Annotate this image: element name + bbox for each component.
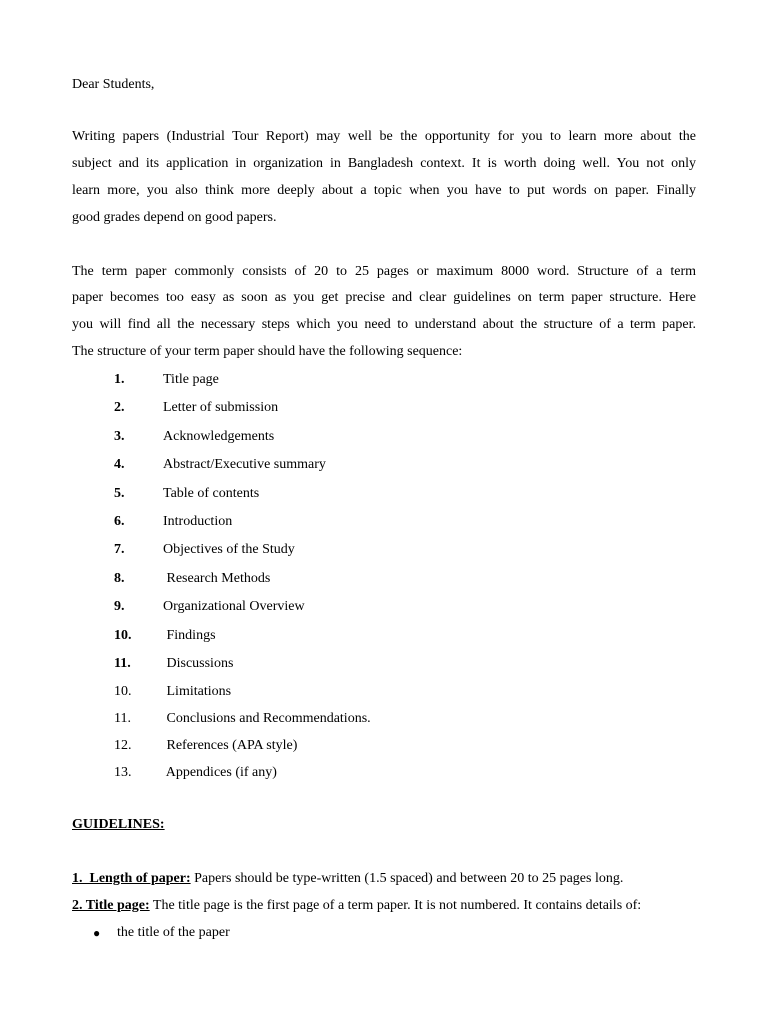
intro-line: subject and its application in organization in Bangladesh context. It is worth doing well. You not only: [72, 156, 696, 171]
guideline-title-page: [72, 897, 641, 915]
list-item-label: Findings: [163, 628, 216, 643]
list-item-number: 11.: [114, 711, 131, 726]
list-item-number: 13.: [114, 765, 132, 780]
bullet-item: the title of the paper: [117, 925, 230, 940]
list-item-number: 12.: [114, 738, 132, 753]
list-item-number: 6.: [114, 514, 125, 529]
list-item-number: 4.: [114, 457, 125, 472]
list-item-label: Acknowledgements: [163, 429, 275, 444]
guideline-title-page-label: 2. Title page:: [72, 898, 150, 913]
list-item-label: Limitations: [163, 684, 232, 699]
list-item-number: 10.: [114, 684, 132, 699]
list-item-number: 8.: [114, 571, 125, 586]
list-item-label: Research Methods: [163, 571, 271, 586]
list-item-label: Organizational Overview: [163, 599, 305, 614]
guideline-length: [72, 870, 623, 888]
list-item-number: 11.: [114, 656, 131, 671]
list-item-label: Letter of submission: [163, 400, 279, 415]
guideline-length-label: 1. Length of paper:: [72, 871, 191, 886]
list-item-number: 3.: [114, 429, 125, 444]
structure-line: The structure of your term paper should have the following sequence:: [72, 344, 463, 359]
structure-line: The term paper commonly consists of 20 to 25 pages or maximum 8000 word. Structure of a term: [72, 264, 696, 279]
guideline-title-page-text: The title page is the first page of a term paper. It is not numbered. It contains details of:: [149, 898, 642, 913]
list-item-label: Introduction: [163, 514, 233, 529]
list-item-label: Appendices (if any): [163, 765, 277, 780]
list-item-label: Discussions: [163, 656, 234, 671]
guidelines-heading: GUIDELINES:: [72, 817, 165, 832]
bullet-icon: ●: [93, 926, 101, 940]
list-item-number: 9.: [114, 599, 125, 614]
list-item-number: 7.: [114, 542, 125, 557]
list-item-number: 5.: [114, 486, 125, 501]
structure-line: paper becomes too easy as soon as you get precise and clear guidelines on term paper structure. Here: [72, 290, 696, 305]
guideline-length-text: Papers should be type-written (1.5 spaced) and between 20 to 25 pages long.: [190, 871, 624, 886]
list-item-label: Title page: [163, 372, 219, 387]
list-item-label: Conclusions and Recommendations.: [163, 711, 371, 726]
intro-line: Writing papers (Industrial Tour Report) may well be the opportunity for you to learn more about the: [72, 129, 696, 144]
salutation: Dear Students,: [72, 77, 155, 92]
list-item-number: 1.: [114, 372, 125, 387]
list-item-number: 2.: [114, 400, 125, 415]
list-item-label: Abstract/Executive summary: [163, 457, 326, 472]
list-item-label: Table of contents: [163, 486, 260, 501]
list-item-label: References (APA style): [163, 738, 298, 753]
intro-line: learn more, you also think more deeply about a topic when you have to put words on paper. Finally: [72, 183, 696, 198]
structure-line: you will find all the necessary steps which you need to understand about the structure of a term paper.: [72, 317, 696, 332]
intro-line: good grades depend on good papers.: [72, 210, 277, 225]
list-item-number: 10.: [114, 628, 132, 643]
list-item-label: Objectives of the Study: [163, 542, 295, 557]
